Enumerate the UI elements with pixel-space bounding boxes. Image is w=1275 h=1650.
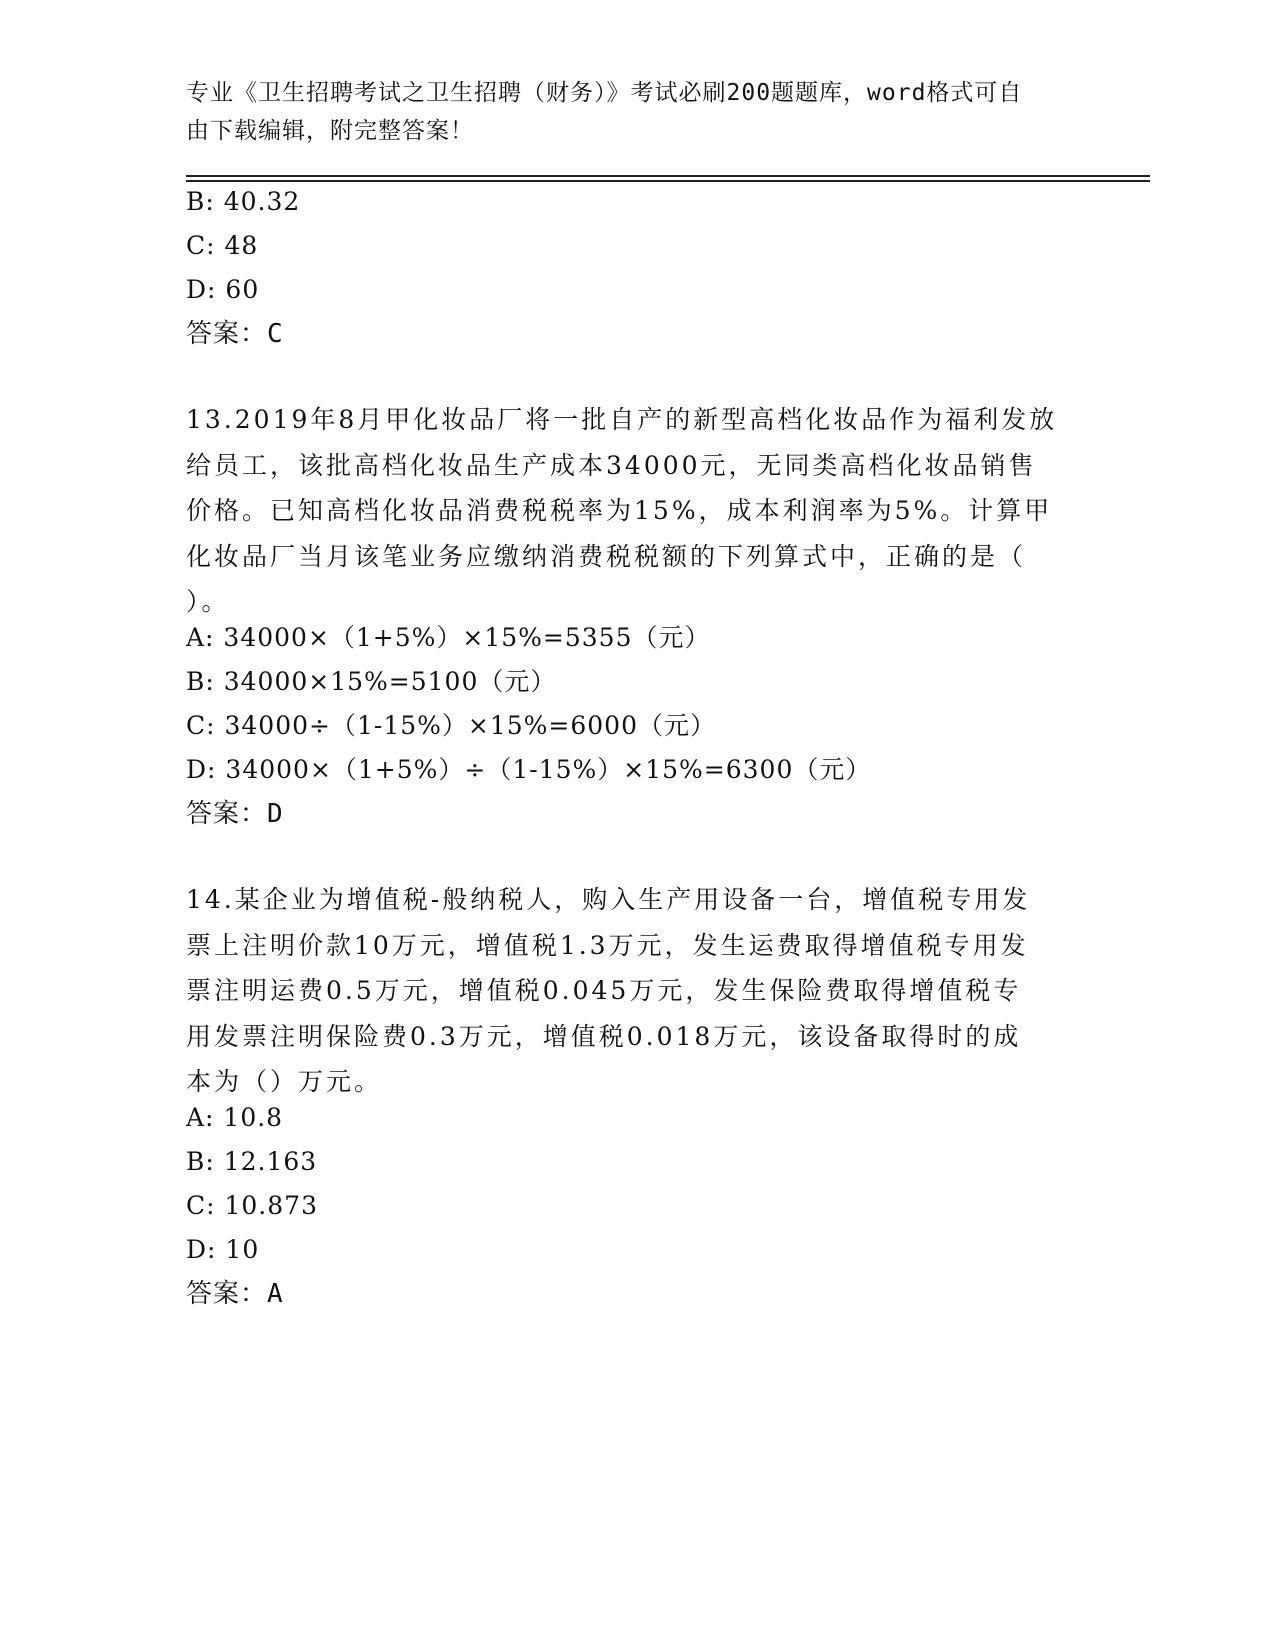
q13-stem-line: 化妆品厂当月该笔业务应缴纳消费税税额的下列算式中，正确的是（ — [186, 541, 1027, 571]
q13-stem — [186, 397, 1086, 625]
q14-stem-line: 用发票注明保险费0.3万元，增值税0.018万元，该设备取得时的成 — [186, 1021, 1022, 1051]
q13-option-a: A: 34000×（1+5%）×15%=5355（元） — [186, 623, 711, 652]
q13-stem-line: 给员工，该批高档化妆品生产成本34000元，无同类高档化妆品销售 — [186, 450, 1037, 480]
q13-option-b: B: 34000×15%=5100（元） — [186, 667, 557, 696]
document-header — [186, 74, 1066, 150]
q14-answer: 答案：A — [186, 1279, 284, 1309]
q13-option-d: D: 34000×（1+5%）÷（1-15%）×15%=6300（元） — [186, 755, 872, 784]
q14-option-d: D: 10 — [186, 1235, 260, 1264]
q14-option-c: C: 10.873 — [186, 1191, 318, 1220]
q13-answer: 答案：D — [186, 799, 284, 829]
q13-stem-line: 13.2019年8月甲化妆品厂将一批自产的新型高档化妆品作为福利发放 — [186, 405, 1058, 434]
q14-option-b: B: 12.163 — [186, 1147, 318, 1176]
q13-option-c: C: 34000÷（1-15%）×15%=6000（元） — [186, 711, 716, 740]
q13-stem-line: ）。 — [186, 587, 230, 616]
q14-stem-line: 票注明运费0.5万元，增值税0.045万元，发生保险费取得增值税专 — [186, 976, 1022, 1005]
header-title-line-2: 由下载编辑，附完整答案！ — [186, 118, 474, 144]
q14-stem — [186, 877, 1086, 1105]
q14-stem-line: 本为（）万元。 — [186, 1067, 383, 1096]
header-title-line-1: 专业《卫生招聘考试之卫生招聘（财务）》考试必刷200题题库，word格式可自 — [186, 80, 1023, 106]
q14-stem-line: 14.某企业为增值税-般纳税人，购入生产用设备一台，增值税专用发 — [186, 885, 1031, 914]
q12-answer: 答案：C — [186, 319, 284, 349]
q13-stem-line: 价格。已知高档化妆品消费税税率为15%，成本利润率为5%。计算甲 — [186, 496, 1053, 525]
header-divider — [186, 175, 1150, 182]
q14-option-a: A: 10.8 — [186, 1103, 284, 1132]
q12-option-c: C: 48 — [186, 231, 259, 260]
q12-option-b: B: 40.32 — [186, 187, 301, 216]
q12-option-d: D: 60 — [186, 275, 260, 304]
q14-stem-line: 票上注明价款10万元，增值税1.3万元，发生运费取得增值税专用发 — [186, 930, 1029, 960]
